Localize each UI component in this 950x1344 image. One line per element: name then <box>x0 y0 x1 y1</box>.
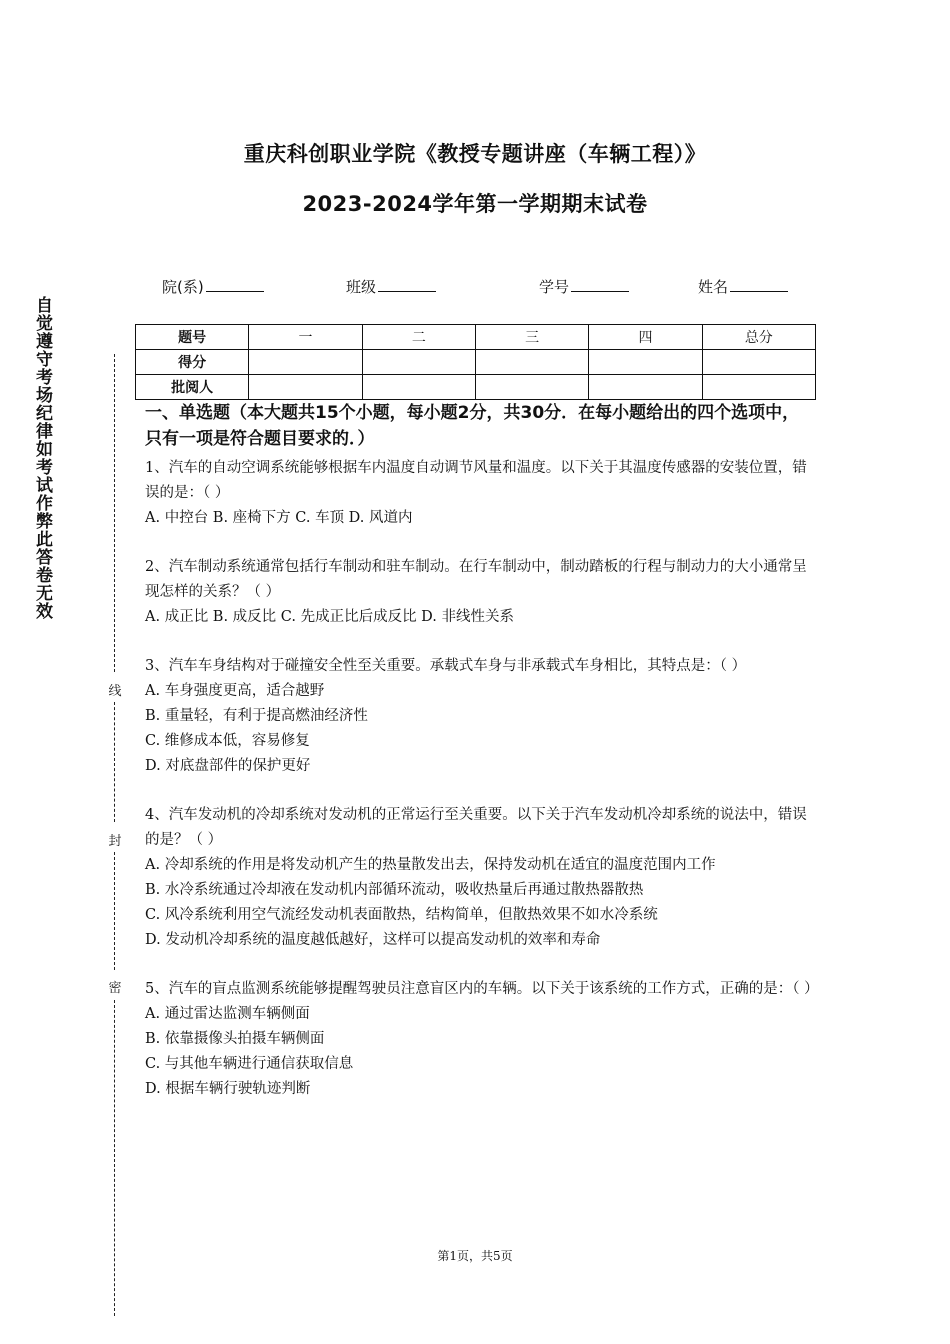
reviewer-cell[interactable] <box>475 375 588 400</box>
name-field <box>698 276 788 297</box>
header-cell: 三 <box>475 325 588 350</box>
question-2 <box>145 555 815 630</box>
section-heading: 一、单选题（本大题共15个小题，每小题2分，共30分．在每小题给出的四个选项中，只有一项是符合题目要求的．） <box>145 403 800 449</box>
question-stem: 2、汽车制动系统通常包括行车制动和驻车制动。在行车制动中，制动踏板的行程与制动力的大小通常呈现怎样的关系？（ ） <box>145 559 807 600</box>
class-field <box>346 276 436 297</box>
seal-char-secret: 密 <box>108 981 122 996</box>
header-cell: 总分 <box>702 325 815 350</box>
header-cell: 一 <box>249 325 362 350</box>
question-4 <box>145 803 815 953</box>
option-c[interactable]: C. 维修成本低，容易修复 <box>145 733 310 749</box>
score-cell[interactable] <box>589 350 702 375</box>
option-b[interactable]: B. 依靠摄像头拍摄车辆侧面 <box>145 1031 325 1047</box>
option-d[interactable]: D. 发动机冷却系统的温度越低越好，这样可以提高发动机的效率和寿命 <box>145 932 601 948</box>
option-c[interactable]: C. 与其他车辆进行通信获取信息 <box>145 1056 354 1072</box>
question-stem: 5、汽车的盲点监测系统能够提醒驾驶员注意盲区内的车辆。以下关于该系统的工作方式，正确的是：（ ） <box>145 981 819 997</box>
page-number: 第1页，共5页 <box>437 1249 513 1263</box>
exam-title-line2: 2023-2024学年第一学期期末试卷 <box>302 192 648 216</box>
question-stem: 4、汽车发动机的冷却系统对发动机的正常运行至关重要。以下关于汽车发动机冷却系统的说法中，错误的是？（ ） <box>145 807 807 848</box>
option-b[interactable]: B. 重量轻，有利于提高燃油经济性 <box>145 708 368 724</box>
reviewer-cell[interactable] <box>249 375 362 400</box>
header-cell: 题号 <box>136 325 249 350</box>
option-b[interactable]: B. 水冷系统通过冷却液在发动机内部循环流动，吸收热量后再通过散热器散热 <box>145 882 644 898</box>
exam-discipline-notice: 自觉遵守考场纪律如考试作弊此答卷无效 <box>32 296 52 620</box>
student-id-blank <box>571 277 629 292</box>
student-id-label: 学号 <box>539 278 570 296</box>
exam-title-line1: 重庆科创职业学院《教授专题讲座（车辆工程）》 <box>243 142 707 166</box>
score-table <box>135 324 816 400</box>
question-options[interactable]: A. 成正比 B. 成反比 C. 先成正比后成反比 D. 非线性关系 <box>145 609 515 625</box>
exam-content <box>145 400 819 1102</box>
option-a[interactable]: A. 通过雷达监测车辆侧面 <box>145 1006 310 1022</box>
question-5 <box>145 977 819 1102</box>
question-stem: 3、汽车车身结构对于碰撞安全性至关重要。承载式车身与非承载式车身相比，其特点是：（ ） <box>145 658 747 674</box>
option-a[interactable]: A. 冷却系统的作用是将发动机产生的热量散发出去，保持发动机在适宜的温度范围内工作 <box>145 857 716 873</box>
score-cell[interactable] <box>702 350 815 375</box>
option-c[interactable]: C. 风冷系统利用空气流经发动机表面散热，结构简单，但散热效果不如水冷系统 <box>145 907 658 923</box>
score-row <box>136 350 816 375</box>
question-stem: 1、汽车的自动空调系统能够根据车内温度自动调节风量和温度。以下关于其温度传感器的安装位置，错误的是：（ ） <box>145 460 807 501</box>
header-cell: 二 <box>362 325 475 350</box>
binding-dashed-line <box>114 702 115 822</box>
department-field <box>162 276 264 297</box>
department-blank <box>206 277 264 292</box>
question-options[interactable]: A. 中控台 B. 座椅下方 C. 车顶 D. 风道内 <box>145 510 413 526</box>
score-cell[interactable] <box>249 350 362 375</box>
name-label: 姓名 <box>698 278 729 296</box>
option-d[interactable]: D. 根据车辆行驶轨迹判断 <box>145 1081 311 1097</box>
question-1 <box>145 456 815 531</box>
score-table-header-row <box>136 325 816 350</box>
score-cell[interactable] <box>362 350 475 375</box>
seal-char-line: 线 <box>108 684 122 699</box>
class-label: 班级 <box>346 278 377 296</box>
class-blank <box>378 277 436 292</box>
reviewer-cell[interactable] <box>362 375 475 400</box>
reviewer-cell[interactable] <box>702 375 815 400</box>
reviewer-row-label: 批阅人 <box>136 375 249 400</box>
score-row-label: 得分 <box>136 350 249 375</box>
reviewer-cell[interactable] <box>589 375 702 400</box>
question-3 <box>145 654 815 779</box>
binding-dashed-line <box>114 354 115 672</box>
seal-char-seal: 封 <box>108 834 122 849</box>
option-d[interactable]: D. 对底盘部件的保护更好 <box>145 758 311 774</box>
reviewer-row <box>136 375 816 400</box>
name-blank <box>730 277 788 292</box>
binding-dashed-line <box>114 1000 115 1316</box>
department-label: 院(系) <box>162 278 204 296</box>
option-a[interactable]: A. 车身强度更高，适合越野 <box>145 683 325 699</box>
header-cell: 四 <box>589 325 702 350</box>
score-cell[interactable] <box>475 350 588 375</box>
binding-dashed-line <box>114 852 115 970</box>
student-id-field <box>539 276 629 297</box>
